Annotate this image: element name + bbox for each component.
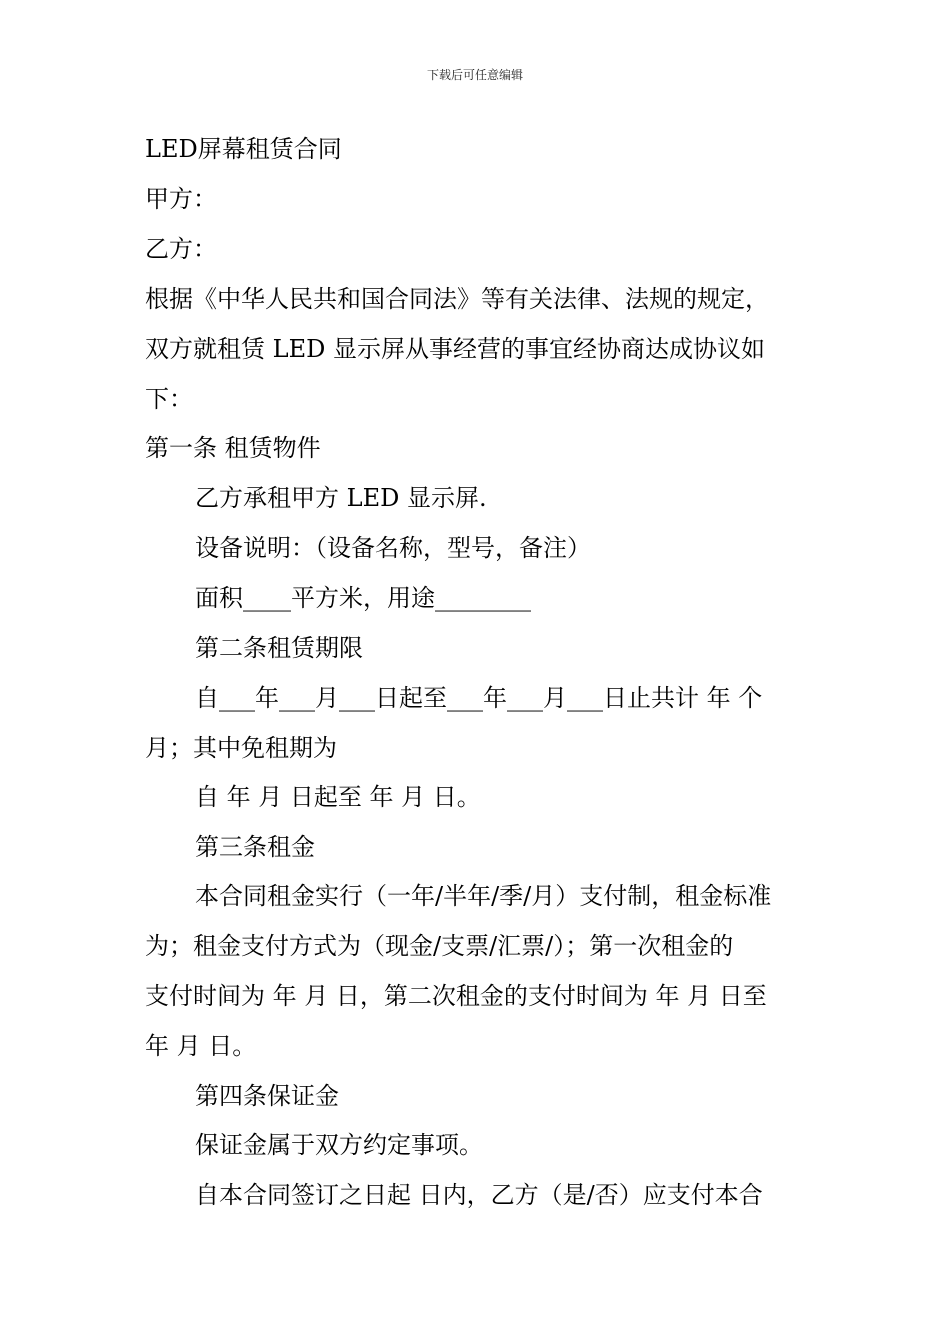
article-1-line: 乙方承租甲方 LED 显示屏. bbox=[195, 484, 487, 512]
article-1-heading: 第一条 租赁物件 bbox=[145, 434, 321, 462]
article-2-line: 自___年___月___日起至___年___月___日止共计 年 个 bbox=[195, 684, 763, 712]
article-2-line: 月；其中免租期为 bbox=[145, 734, 337, 762]
document-title: LED屏幕租赁合同 bbox=[145, 135, 342, 163]
article-3-line: 支付时间为 年 月 日，第二次租金的支付时间为 年 月 日至 bbox=[145, 982, 767, 1010]
article-3-line: 年 月 日。 bbox=[145, 1032, 257, 1060]
article-1-line: 面积____平方米，用途________ bbox=[195, 584, 531, 612]
header-note: 下载后可任意编辑 bbox=[426, 68, 523, 82]
preamble-line: 根据《中华人民共和国合同法》等有关法律、法规的规定， bbox=[145, 285, 769, 313]
article-3-heading: 第三条租金 bbox=[195, 833, 315, 861]
article-4-line: 保证金属于双方约定事项。 bbox=[195, 1131, 483, 1159]
article-3-line: 为；租金支付方式为（现金/支票/汇票/）；第一次租金的 bbox=[145, 932, 734, 960]
party-b-label: 乙方： bbox=[145, 235, 217, 263]
article-3-line: 本合同租金实行（一年/半年/季/月）支付制，租金标准 bbox=[195, 882, 772, 910]
article-1-line: 设备说明：（设备名称，型号，备注） bbox=[195, 534, 591, 562]
article-2-line: 自 年 月 日起至 年 月 日。 bbox=[195, 783, 481, 811]
article-2-heading: 第二条租赁期限 bbox=[195, 634, 363, 662]
preamble-line: 双方就租赁 LED 显示屏从事经营的事宜经协商达成协议如 bbox=[145, 335, 765, 363]
preamble-line: 下： bbox=[145, 385, 193, 413]
article-4-line: 自本合同签订之日起 日内，乙方（是/否）应支付本合 bbox=[195, 1181, 763, 1209]
article-4-heading: 第四条保证金 bbox=[195, 1082, 339, 1110]
party-a-label: 甲方： bbox=[145, 185, 217, 213]
